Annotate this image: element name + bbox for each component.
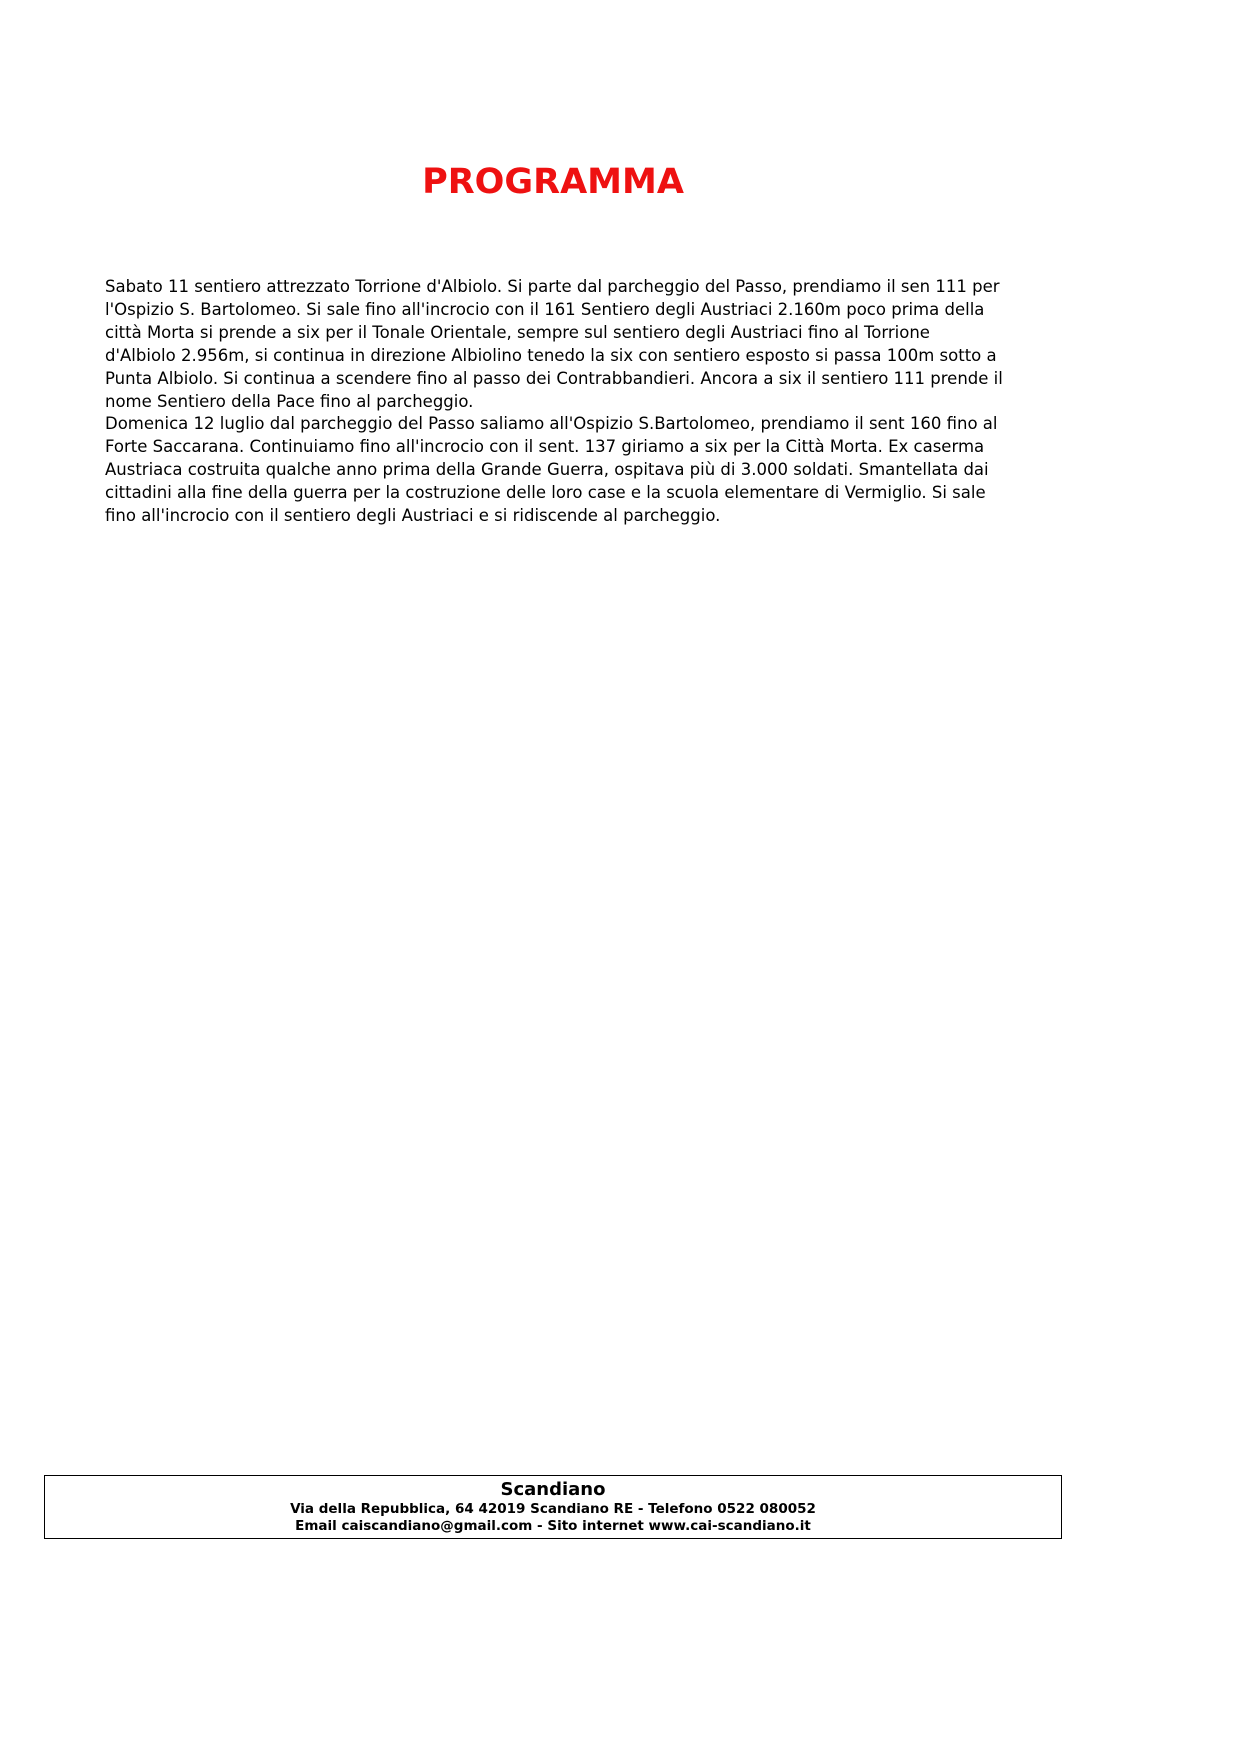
footer-contacts: Email caiscandiano@gmail.com - Sito internet www.cai-scandiano.it: [295, 1518, 811, 1534]
program-description: [105, 276, 1005, 528]
footer-section-name: Scandiano: [500, 1479, 606, 1500]
page-title: PROGRAMMA: [422, 162, 684, 202]
paragraph-saturday: Sabato 11 sentiero attrezzato Torrione d'Albiolo. Si parte dal parcheggio del Passo, prendiamo il sen 111 per l'Ospizio S. Bartolomeo. Si sale fino all'incrocio con il 161 Sentiero degli Austriaci 2.160m poco prima della città Morta si prende a six per il Tonale Orientale, sempre sul sentiero degli Austriaci fino al Torrione d'Albiolo 2.956m, si continua in direzione Albiolino tenedo la six con sentiero esposto si passa 100m sotto a Punta Albiolo. Si continua a scendere fino al passo dei Contrabbandieri. Ancora a six il sentiero 111 prende il nome Sentiero della Pace fino al parcheggio.: [105, 277, 1003, 411]
footer-address: Via della Repubblica, 64 42019 Scandiano RE - Telefono 0522 080052: [290, 1501, 816, 1517]
paragraph-sunday: Domenica 12 luglio dal parcheggio del Passo saliamo all'Ospizio S.Bartolomeo, prendiamo il sent 160 fino al Forte Saccarana. Continuiamo fino all'incrocio con il sent. 137 giriamo a six per la Città Morta. Ex caserma Austriaca costruita qualche anno prima della Grande Guerra, ospitava più di 3.000 soldati. Smantellata dai cittadini alla fine della guerra per la costruzione delle loro case e la scuola elementare di Vermiglio. Si sale fino all'incrocio con il sentiero degli Austriaci e si ridiscende al parcheggio.: [105, 414, 998, 526]
footer-contact-box: [44, 1475, 1062, 1539]
